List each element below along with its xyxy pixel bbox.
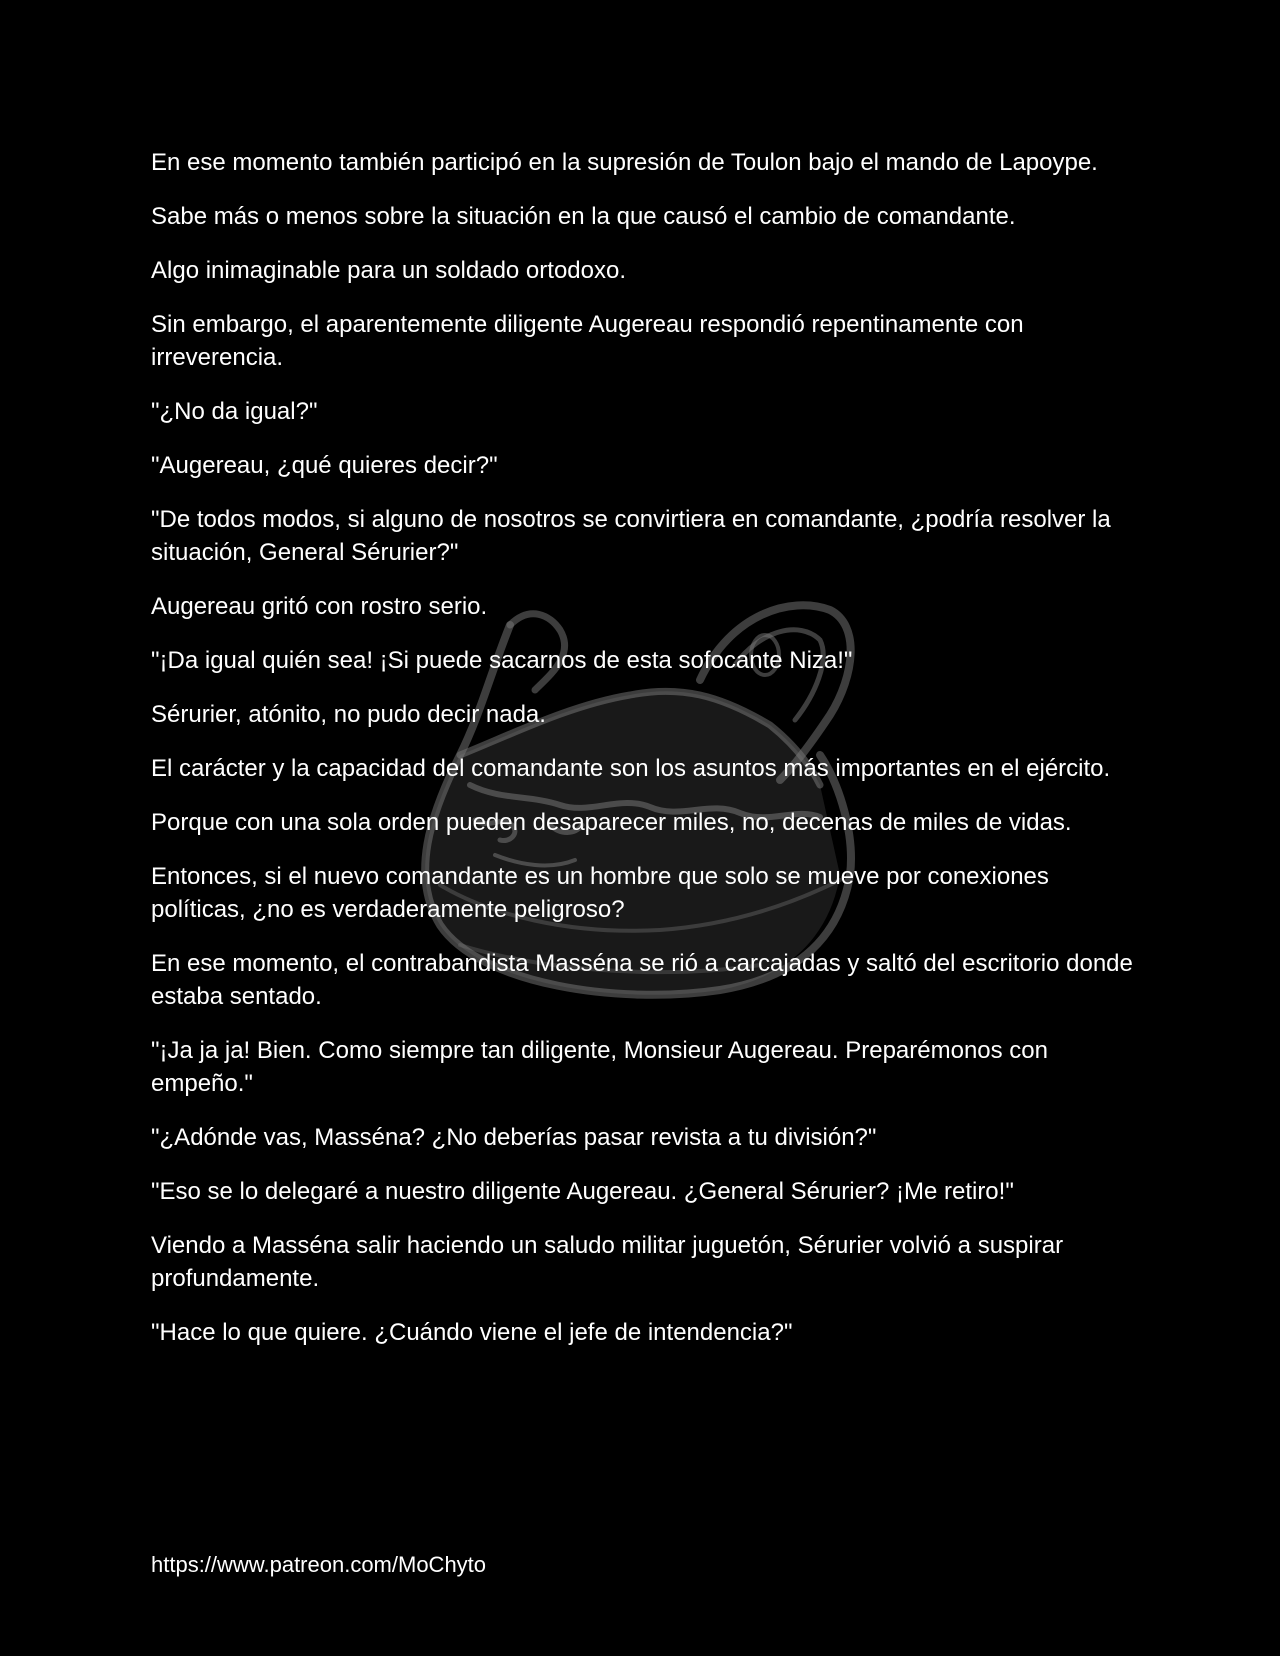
paragraph: El carácter y la capacidad del comandante son los asuntos más importantes en el ejército. <box>151 755 1111 782</box>
paragraph: "Eso se lo delegaré a nuestro diligente Augereau. ¿General Sérurier? ¡Me retiro!" <box>151 1178 1014 1205</box>
paragraph: En ese momento también participó en la supresión de Toulon bajo el mando de Lapoype. <box>151 149 1098 176</box>
paragraph: Porque con una sola orden pueden desaparecer miles, no, decenas de miles de vidas. <box>151 809 1072 836</box>
paragraph: "¿No da igual?" <box>151 398 318 425</box>
paragraph: Sabe más o menos sobre la situación en la que causó el cambio de comandante. <box>151 203 1016 230</box>
paragraph: "¡Ja ja ja! Bien. Como siempre tan diligente, Monsieur Augereau. Preparémonos con empeño." <box>151 1037 1048 1097</box>
paragraph: "¿Adónde vas, Masséna? ¿No deberías pasar revista a tu división?" <box>151 1124 877 1151</box>
paragraph: "Hace lo que quiere. ¿Cuándo viene el jefe de intendencia?" <box>151 1319 793 1346</box>
paragraph: Augereau gritó con rostro serio. <box>151 593 488 620</box>
paragraph: "De todos modos, si alguno de nosotros se convirtiera en comandante, ¿podría resolver la situación, General Sérurier?" <box>151 506 1111 566</box>
story-text <box>151 146 1141 1370</box>
paragraph: "¡Da igual quién sea! ¡Si puede sacarnos de esta sofocante Niza!" <box>151 647 853 674</box>
paragraph: Viendo a Masséna salir haciendo un saludo militar juguetón, Sérurier volvió a suspirar profundamente. <box>151 1232 1064 1292</box>
paragraph: Sin embargo, el aparentemente diligente Augereau respondió repentinamente con irreverencia. <box>151 311 1024 371</box>
paragraph: En ese momento, el contrabandista Masséna se rió a carcajadas y saltó del escritorio donde estaba sentado. <box>151 950 1133 1010</box>
paragraph: Sérurier, atónito, no pudo decir nada. <box>151 701 546 728</box>
paragraph: Entonces, si el nuevo comandante es un hombre que solo se mueve por conexiones políticas, ¿no es verdaderamente peligroso? <box>151 863 1049 923</box>
paragraph: "Augereau, ¿qué quieres decir?" <box>151 452 498 479</box>
paragraph: Algo inimaginable para un soldado ortodoxo. <box>151 257 626 284</box>
patreon-link[interactable]: https://www.patreon.com/MoChyto <box>151 1552 487 1577</box>
